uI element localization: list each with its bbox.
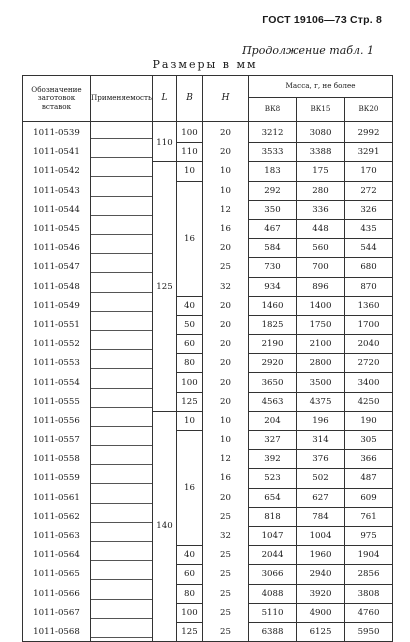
designation-cell: 1011-0541 [23,143,91,162]
width-cell: 16 [177,431,203,546]
mass-vk8-cell: 1460 [249,296,297,315]
column-vk20: ВК20 [345,98,393,122]
width-cell: 80 [177,354,203,373]
application-blank [91,511,152,523]
mass-vk15-cell: 1004 [297,526,345,545]
mass-vk15-cell: 2940 [297,565,345,584]
mass-vk8-cell: 818 [249,507,297,526]
application-cell [91,373,153,392]
mass-vk8-cell: 4563 [249,392,297,411]
application-cell [91,507,153,526]
application-cell [91,546,153,565]
width-cell: 50 [177,315,203,334]
height-cell: 25 [203,258,249,277]
table-row [23,546,393,565]
dimensions-caption: Размеры в мм [152,58,258,71]
width-cell: 125 [177,622,203,641]
designation-cell: 1011-0542 [23,162,91,181]
mass-vk15-cell: 196 [297,411,345,430]
width-cell: 110 [177,143,203,162]
height-cell: 20 [203,122,249,143]
application-blank [91,281,152,293]
designation-cell: 1011-0544 [23,200,91,219]
application-blank [91,127,152,139]
table-row [23,258,393,277]
mass-vk15-cell: 6125 [297,622,345,641]
application-cell [91,143,153,162]
application-cell [91,122,153,143]
mass-vk15-cell: 376 [297,450,345,469]
table-row [23,584,393,603]
designation-cell: 1011-0564 [23,546,91,565]
table-row [23,335,393,354]
table-row [23,373,393,392]
mass-vk20-cell: 4250 [345,392,393,411]
height-cell: 20 [203,239,249,258]
application-cell [91,431,153,450]
column-B: B [177,76,203,122]
width-cell: 16 [177,181,203,296]
height-cell: 16 [203,469,249,488]
width-cell: 10 [177,162,203,181]
mass-vk8-cell: 350 [249,200,297,219]
height-cell: 25 [203,622,249,641]
table-row [23,162,393,181]
mass-vk20-cell: 1360 [345,296,393,315]
table-row [23,392,393,411]
width-cell: 40 [177,546,203,565]
mass-vk15-cell: 3920 [297,584,345,603]
mass-vk15-cell: 700 [297,258,345,277]
mass-vk15-cell: 4900 [297,603,345,622]
height-cell: 16 [203,219,249,238]
mass-vk8-cell: 730 [249,258,297,277]
mass-vk15-cell: 4375 [297,392,345,411]
mass-vk8-cell: 1825 [249,315,297,334]
mass-vk8-cell: 934 [249,277,297,296]
application-blank [91,242,152,254]
mass-vk15-cell: 2800 [297,354,345,373]
mass-vk20-cell: 272 [345,181,393,200]
mass-vk15-cell: 280 [297,181,345,200]
designation-cell: 1011-0565 [23,565,91,584]
height-cell: 25 [203,546,249,565]
mass-vk15-cell: 336 [297,200,345,219]
table-row [23,603,393,622]
application-blank [91,626,152,638]
application-blank [91,261,152,273]
application-blank [91,568,152,580]
mass-vk8-cell: 2190 [249,335,297,354]
height-cell: 25 [203,507,249,526]
designation-cell: 1011-0567 [23,603,91,622]
table-row [23,469,393,488]
mass-vk20-cell: 3808 [345,584,393,603]
mass-vk20-cell: 435 [345,219,393,238]
application-cell [91,200,153,219]
application-blank [91,377,152,389]
designation-cell: 1011-0548 [23,277,91,296]
height-cell: 25 [203,584,249,603]
designation-cell: 1011-0563 [23,526,91,545]
mass-vk15-cell: 1750 [297,315,345,334]
application-blank [91,357,152,369]
length-cell: 125 [153,162,177,411]
application-blank [91,396,152,408]
mass-vk20-cell: 3291 [345,143,393,162]
mass-vk20-cell: 3400 [345,373,393,392]
table-body [23,122,393,642]
table-row [23,239,393,258]
mass-vk15-cell: 560 [297,239,345,258]
designation-cell: 1011-0558 [23,450,91,469]
mass-vk15-cell: 896 [297,277,345,296]
table-row [23,181,393,200]
table-row [23,122,393,143]
mass-vk8-cell: 584 [249,239,297,258]
designation-cell: 1011-0543 [23,181,91,200]
height-cell: 20 [203,488,249,507]
designation-cell: 1011-0562 [23,507,91,526]
column-L: L [153,76,177,122]
height-cell: 10 [203,162,249,181]
mass-vk8-cell: 327 [249,431,297,450]
application-cell [91,622,153,641]
designation-cell: 1011-0539 [23,122,91,143]
application-cell [91,181,153,200]
table-row [23,315,393,334]
mass-vk20-cell: 975 [345,526,393,545]
mass-vk8-cell: 2920 [249,354,297,373]
application-cell [91,526,153,545]
application-cell [91,450,153,469]
height-cell: 12 [203,450,249,469]
table-row [23,354,393,373]
mass-vk8-cell: 3066 [249,565,297,584]
mass-vk20-cell: 761 [345,507,393,526]
mass-vk15-cell: 3500 [297,373,345,392]
standard-reference: ГОСТ 19106—73 Стр. 8 [262,14,382,26]
table-continuation-caption: Продолжение табл. 1 [242,44,374,57]
height-cell: 20 [203,315,249,334]
designation-cell: 1011-0557 [23,431,91,450]
application-cell [91,296,153,315]
column-group-mass: Масса, г, не более [249,76,393,98]
application-blank [91,472,152,484]
mass-vk8-cell: 183 [249,162,297,181]
width-cell: 125 [177,392,203,411]
designation-cell: 1011-0556 [23,411,91,430]
table-row [23,277,393,296]
application-blank [91,223,152,235]
mass-vk15-cell: 314 [297,431,345,450]
column-vk8: ВК8 [249,98,297,122]
height-cell: 20 [203,335,249,354]
application-cell [91,258,153,277]
length-cell: 140 [153,411,177,641]
width-cell: 100 [177,373,203,392]
mass-vk15-cell: 3080 [297,122,345,143]
mass-vk15-cell: 1400 [297,296,345,315]
designation-cell: 1011-0568 [23,622,91,641]
application-cell [91,603,153,622]
mass-vk15-cell: 3388 [297,143,345,162]
application-cell [91,488,153,507]
application-cell [91,315,153,334]
table-header [23,76,393,122]
mass-vk20-cell: 366 [345,450,393,469]
designation-cell: 1011-0551 [23,315,91,334]
table-row [23,526,393,545]
width-cell: 80 [177,584,203,603]
table-row [23,450,393,469]
mass-vk15-cell: 448 [297,219,345,238]
column-application: Применяемость [91,76,153,122]
application-blank [91,185,152,197]
height-cell: 20 [203,143,249,162]
designation-cell: 1011-0545 [23,219,91,238]
designation-cell: 1011-0559 [23,469,91,488]
table-row [23,296,393,315]
designation-cell: 1011-0549 [23,296,91,315]
application-cell [91,219,153,238]
application-cell [91,469,153,488]
height-cell: 32 [203,526,249,545]
mass-vk20-cell: 2720 [345,354,393,373]
application-blank [91,204,152,216]
height-cell: 20 [203,392,249,411]
mass-vk8-cell: 3212 [249,122,297,143]
designation-cell: 1011-0555 [23,392,91,411]
mass-vk20-cell: 1700 [345,315,393,334]
mass-vk20-cell: 2856 [345,565,393,584]
mass-vk15-cell: 784 [297,507,345,526]
width-cell: 100 [177,603,203,622]
width-cell: 60 [177,565,203,584]
application-blank [91,492,152,504]
mass-vk8-cell: 6388 [249,622,297,641]
mass-vk20-cell: 1904 [345,546,393,565]
table-row [23,488,393,507]
mass-vk20-cell: 305 [345,431,393,450]
height-cell: 12 [203,200,249,219]
mass-vk8-cell: 2044 [249,546,297,565]
mass-vk20-cell: 487 [345,469,393,488]
mass-vk8-cell: 204 [249,411,297,430]
mass-vk20-cell: 870 [345,277,393,296]
application-blank [91,165,152,177]
column-H: H [203,76,249,122]
height-cell: 10 [203,181,249,200]
table-row [23,507,393,526]
column-designation: Обозначение заготовок вставок [23,76,91,122]
height-cell: 10 [203,411,249,430]
table-row [23,431,393,450]
width-cell: 10 [177,411,203,430]
column-vk15: ВК15 [297,98,345,122]
width-cell: 60 [177,335,203,354]
application-blank [91,415,152,427]
mass-vk8-cell: 3650 [249,373,297,392]
mass-vk20-cell: 190 [345,411,393,430]
height-cell: 32 [203,277,249,296]
mass-vk8-cell: 392 [249,450,297,469]
application-blank [91,607,152,619]
mass-vk8-cell: 654 [249,488,297,507]
designation-cell: 1011-0547 [23,258,91,277]
mass-vk8-cell: 1047 [249,526,297,545]
height-cell: 20 [203,373,249,392]
mass-vk15-cell: 502 [297,469,345,488]
table-row [23,411,393,430]
application-blank [91,338,152,350]
mass-vk15-cell: 175 [297,162,345,181]
table-row [23,622,393,641]
designation-cell: 1011-0561 [23,488,91,507]
designation-cell: 1011-0546 [23,239,91,258]
table-row [23,200,393,219]
height-cell: 25 [203,565,249,584]
height-cell: 10 [203,431,249,450]
table-row [23,565,393,584]
mass-vk20-cell: 170 [345,162,393,181]
designation-cell: 1011-0554 [23,373,91,392]
mass-vk8-cell: 4088 [249,584,297,603]
mass-vk20-cell: 326 [345,200,393,219]
mass-vk20-cell: 5950 [345,622,393,641]
application-cell [91,392,153,411]
mass-vk20-cell: 2992 [345,122,393,143]
application-cell [91,411,153,430]
application-cell [91,584,153,603]
width-cell: 100 [177,122,203,143]
application-blank [91,434,152,446]
mass-vk8-cell: 467 [249,219,297,238]
table-row [23,143,393,162]
mass-vk20-cell: 544 [345,239,393,258]
height-cell: 20 [203,296,249,315]
designation-cell: 1011-0553 [23,354,91,373]
height-cell: 25 [203,603,249,622]
mass-vk15-cell: 627 [297,488,345,507]
designation-cell: 1011-0566 [23,584,91,603]
width-cell: 40 [177,296,203,315]
application-cell [91,335,153,354]
application-cell [91,354,153,373]
application-cell [91,162,153,181]
table-row [23,219,393,238]
application-cell [91,277,153,296]
application-blank [91,453,152,465]
mass-vk20-cell: 609 [345,488,393,507]
application-blank [91,300,152,312]
application-blank [91,530,152,542]
mass-vk20-cell: 680 [345,258,393,277]
mass-vk8-cell: 5110 [249,603,297,622]
application-cell [91,239,153,258]
designation-cell: 1011-0552 [23,335,91,354]
mass-vk8-cell: 292 [249,181,297,200]
mass-vk15-cell: 1960 [297,546,345,565]
length-cell: 110 [153,122,177,162]
mass-vk8-cell: 3533 [249,143,297,162]
mass-vk8-cell: 523 [249,469,297,488]
application-cell [91,565,153,584]
mass-vk15-cell: 2100 [297,335,345,354]
height-cell: 20 [203,354,249,373]
application-blank [91,146,152,158]
application-blank [91,588,152,600]
application-blank [91,549,152,561]
mass-vk20-cell: 4760 [345,603,393,622]
mass-vk20-cell: 2040 [345,335,393,354]
application-blank [91,319,152,331]
inserts-mass-table [22,75,393,642]
